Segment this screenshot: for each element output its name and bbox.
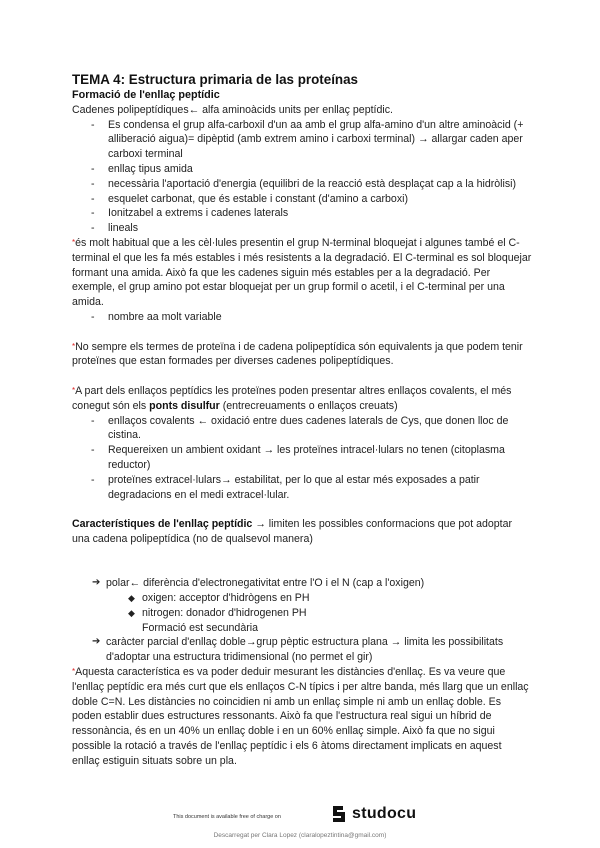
- page-title: TEMA 4: Estructura primaria de las proteínas: [72, 72, 358, 87]
- brand-name: studocu: [352, 805, 417, 822]
- download-credit: Descarregat per Clara Lopez (claralopeztintina@gmail.com): [213, 832, 387, 839]
- arrow-right-icon: ➔: [92, 636, 101, 648]
- list-item: - nombre aa molt variable: [72, 310, 532, 325]
- list-item: - lineals: [72, 221, 532, 236]
- bullet-list: [72, 414, 532, 503]
- note-paragraph: [72, 340, 532, 370]
- intro-text: Cadenes polipeptídiques← alfa aminoàcids units per enllaç peptídic.: [72, 103, 393, 116]
- section-intro: [72, 517, 532, 547]
- bullet-list: [72, 310, 532, 325]
- diamond-bullet-icon: ◆: [128, 593, 135, 604]
- list-item: - Es condensa el grup alfa-carboxil d'un aa amb el grup alfa-amino d'un altre aminoàcid (+ alliberació aigua)= dipèptid (amb extrem amino i carboxi terminal) → allargar caden aper carboxi terminal: [72, 118, 532, 162]
- document-page: [72, 71, 532, 769]
- list-item: - esquelet carbonat, que és estable i constant (d'amino a carboxi): [72, 192, 532, 207]
- arrow-right-icon: ➔: [92, 577, 101, 589]
- list-text: nitrogen: donador d'hidrogenen PH: [142, 606, 307, 619]
- availability-text: This document is available free of charge on: [173, 814, 281, 820]
- arrow-list: [72, 576, 532, 665]
- list-text: Formació est secundària: [142, 621, 258, 634]
- note-text: A part dels enllaços peptídics les proteïnes poden presentar altres enllaços covalents, el més conegut són els: [72, 384, 512, 412]
- list-item: - necessària l'aportació d'energia (equilibri de la reacció està desplaçat cap a la hidròlisi): [72, 177, 532, 192]
- note-marker: *: [72, 385, 76, 395]
- list-item: [142, 621, 532, 636]
- note-text: No sempre els termes de proteïna i de cadena polipeptídica són equivalents ja que podem tenir proteïnes que estan formades per diverses cadenes polipeptídiques.: [72, 340, 523, 368]
- diamond-bullet-icon: ◆: [128, 607, 135, 618]
- note-marker: *: [72, 341, 76, 351]
- list-item: - Ionitzabel a extrems i cadenes laterals: [72, 206, 532, 221]
- list-item: [128, 591, 532, 606]
- note-paragraph: [72, 665, 532, 769]
- studocu-logo-icon: [330, 805, 348, 823]
- note-paragraph: [72, 236, 532, 310]
- list-text: polar← diferència d'electronegativitat entre l'O i el N (cap a l'oxigen): [106, 577, 425, 590]
- list-item: [128, 606, 532, 621]
- list-item: - proteïnes extracel·lulars→ estabilitat, per lo que al estar més exposades a patir degradacions en el medi extracel·lular.: [72, 473, 532, 503]
- note-marker: *: [72, 667, 76, 677]
- note-paragraph: [72, 384, 532, 414]
- list-item: - enllaços covalents ← oxidació entre dues cadenes laterals de Cys, que donen lloc de cistina.: [72, 414, 532, 444]
- bold-term: ponts disulfur: [149, 399, 220, 412]
- section-heading: Característiques de l'enllaç peptídic: [72, 518, 253, 531]
- bullet-list: [72, 118, 532, 236]
- list-text: caràcter parcial d'enllaç doble→grup pèptic estructura plana → limita les possibilitats d'adoptar una estructura tridimensional (no permet el gir): [106, 636, 504, 664]
- section-text: → limiten les possibles conformacions que pot adoptar una cadena polipeptídica (no de qualsevol manera): [72, 518, 513, 545]
- list-item: - enllaç tipus amida: [72, 162, 532, 177]
- list-item: - Requereixen un ambient oxidant → les proteïnes intracel·lulars no tenen (citoplasma reductor): [72, 443, 532, 473]
- note-marker: *: [72, 237, 76, 247]
- studocu-logo[interactable]: [330, 805, 416, 823]
- list-item: [92, 576, 532, 635]
- note-text: (entrecreuaments o enllaços creuats): [219, 399, 398, 412]
- list-item: [92, 635, 532, 665]
- section-heading: Formació de l'enllaç peptídic: [72, 89, 220, 101]
- note-text: és molt habitual que a les cèl·lules presentin el grup N-terminal bloquejat i algunes també el C-terminal el que les fa més estables i més resistents a la degradació. El C-terminal es sol bloquejar formant una amida. Això fa que les cadenes siguin més estables per a la degradació. Per exemple, el grup amino pot estar bloquejat per un grup formil o acetil, i el C-terminal per una amida.: [72, 236, 532, 309]
- list-text: oxigen: acceptor d'hidrògens en PH: [142, 592, 310, 605]
- note-text: Aquesta característica es va poder deduir mesurant les distàncies d'enllaç. Es va veure que l'enllaç peptídic era més curt que els enllaços C-N típics i per altre banda, més llarg que un enllaç doble C=N. Les distàncies no coincidien ni amb un enllaç simple ni amb un enllaç doble. Es poden establir dues estructures ressonants. Això fa que l'estructura real sigui un híbrid de ressonància, és en un 40% un enllaç doble i en un 60% enllaç simple. Això fa que no sigui possible la rotació a través de l'enllaç peptídic i els 6 àtoms directament implicats en aquest enllaç estiguin situats sobre un pla.: [72, 666, 529, 767]
- sub-list: [106, 591, 532, 635]
